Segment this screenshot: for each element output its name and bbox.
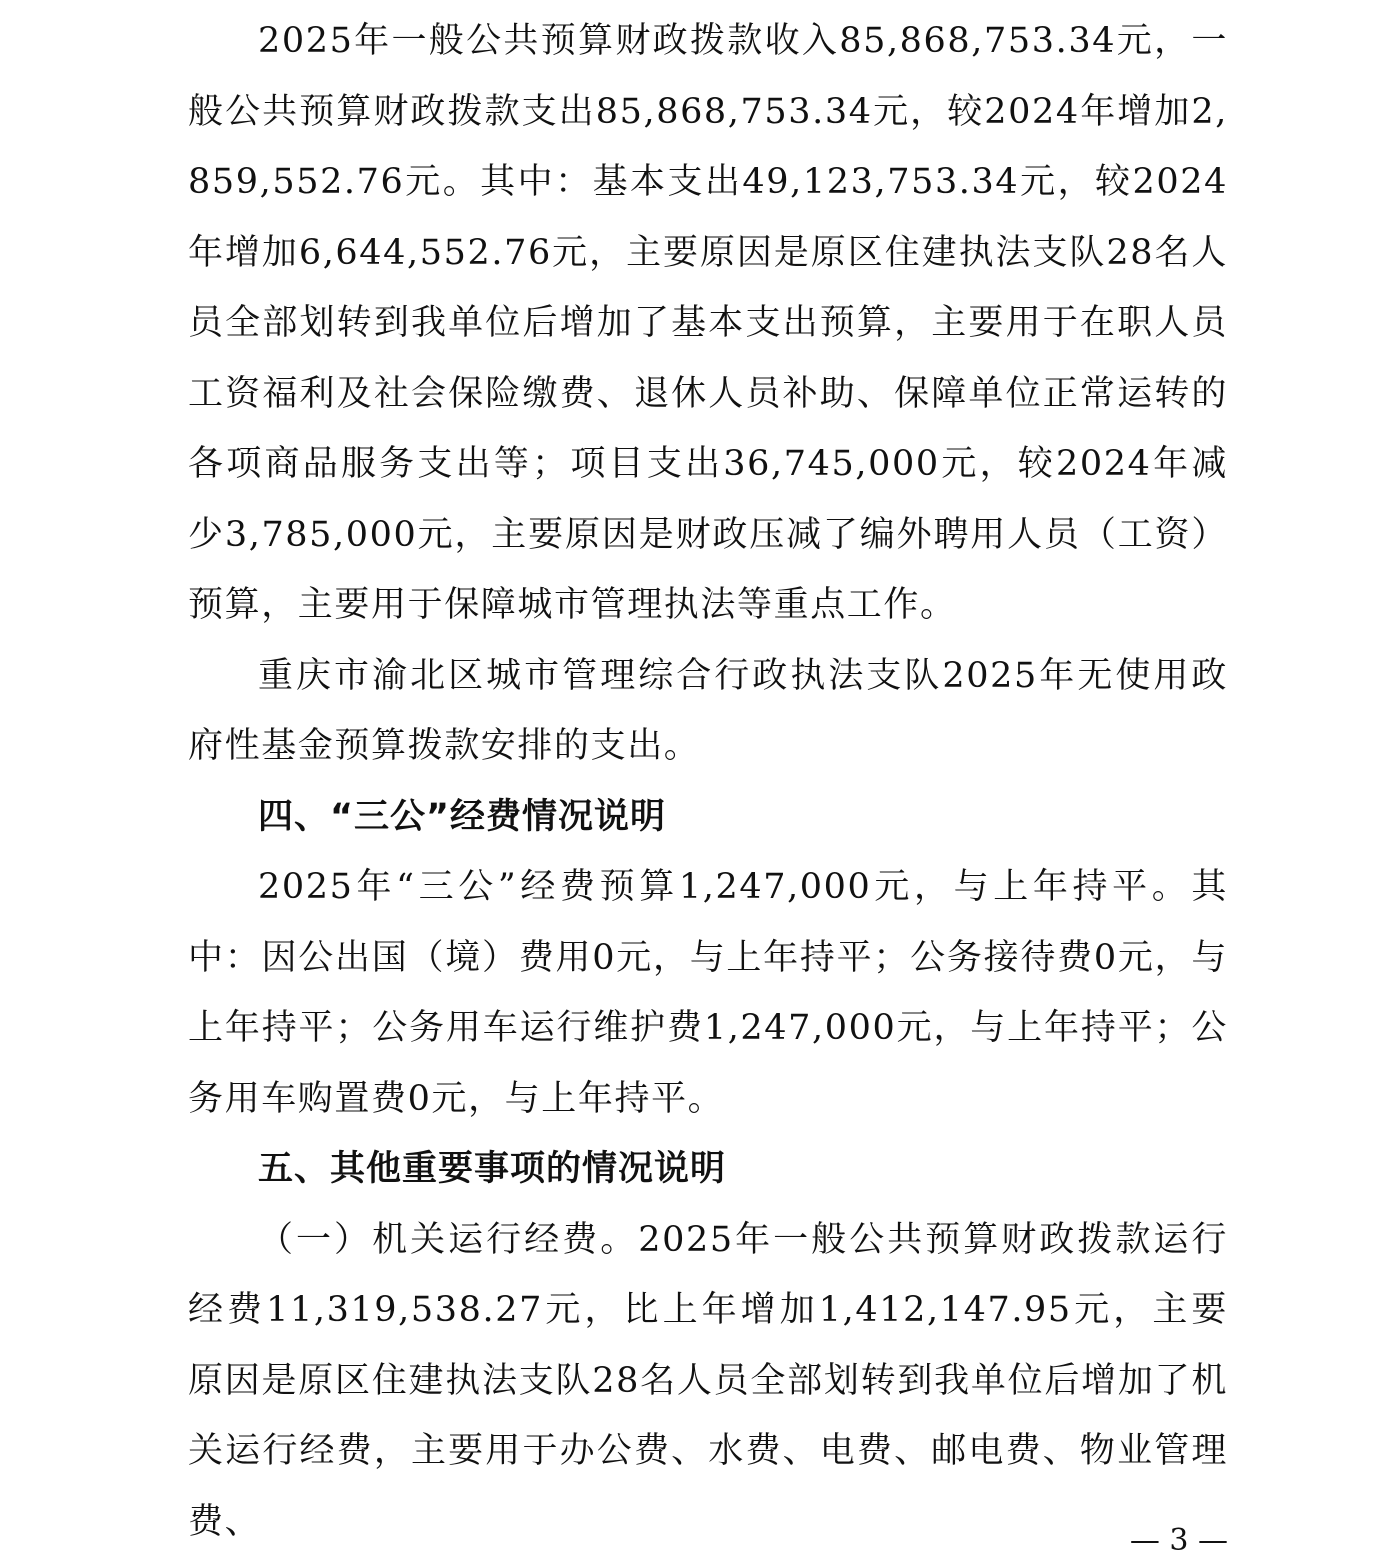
paragraph-three-public-expenses: 2025年“三公”经费预算1,247,000元，与上年持平。其中：因公出国（境）费用0元，与上年持平；公务接待费0元，与上年持平；公务用车运行维护费1,247,000元，与上年持平；公务用车购置费0元，与上年持平。: [188, 867, 1228, 1119]
paragraph-operating-expenses: （一）机关运行经费。2025年一般公共预算财政拨款运行经费11,319,538.27元，比上年增加1,412,147.95元，主要原因是原区住建执法支队28名人员全部划转到我单位后增加了机关运行经费，主要用于办公费、水费、电费、邮电费、物业管理费、: [188, 1219, 1228, 1542]
paragraph-government-fund: 重庆市渝北区城市管理综合行政执法支队2025年无使用政府性基金预算拨款安排的支出。: [188, 655, 1228, 766]
section-heading-other-matters: 五、其他重要事项的情况说明: [258, 1149, 727, 1189]
paragraph-general-budget: 2025年一般公共预算财政拨款收入85,868,753.34元，一般公共预算财政拨款支出85,868,753.34元，较2024年增加2,859,552.76元。其中：基本支出49,123,753.34元，较2024年增加6,644,552.76元，主要原因是原区住建执法支队28名人员全部划转到我单位后增加了基本支出预算，主要用于在职人员工资福利及社会保险缴费、退休人员补助、保障单位正常运转的各项商品服务支出等；项目支出36,745,000元，较2024年减少3,785,000元，主要原因是财政压减了编外聘用人员（工资）预算，主要用于保障城市管理执法等重点工作。: [188, 21, 1228, 625]
page-number: — 3 —: [1129, 1523, 1228, 1558]
document-body: [188, 6, 1228, 1557]
section-heading-three-public-expenses: 四、“三公”经费情况说明: [258, 796, 667, 837]
